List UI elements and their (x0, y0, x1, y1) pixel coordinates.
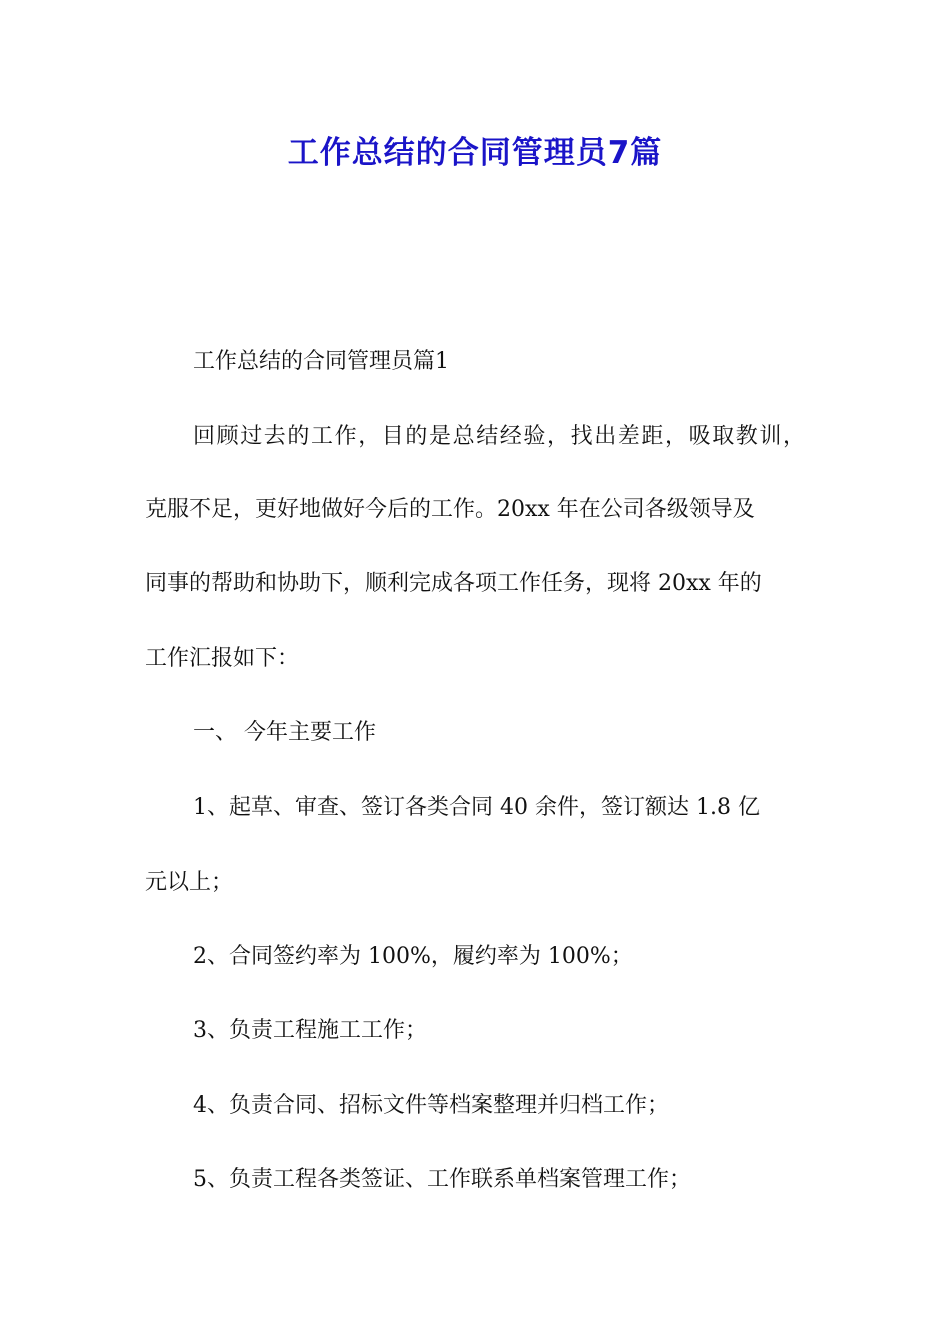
list-item-continuation: 元以上； (145, 870, 234, 895)
list-item: 3、负责工程施工工作； (193, 1018, 427, 1043)
paragraph-line: 回顾过去的工作，目的是总结经验，找出差距，吸取教训， (193, 424, 807, 449)
list-item: 1、起草、审查、签订各类合同 40 余件，签订额达 1.8 亿 (193, 795, 760, 820)
list-item: 4、负责合同、招标文件等档案整理并归档工作； (193, 1093, 669, 1118)
paragraph-line: 克服不足，更好地做好今后的工作。20xx 年在公司各级领导及 (145, 497, 755, 522)
paragraph-line: 同事的帮助和协助下，顺利完成各项工作任务，现将 20xx 年的 (145, 571, 762, 596)
paragraph-line: 工作汇报如下： (145, 646, 300, 671)
section-heading: 工作总结的合同管理员篇1 (193, 349, 449, 374)
list-item: 2、合同签约率为 100%，履约率为 100%； (193, 944, 633, 969)
subheading: 一、 今年主要工作 (193, 720, 376, 745)
document-title: 工作总结的合同管理员7篇 (287, 135, 663, 171)
list-item: 5、负责工程各类签证、工作联系单档案管理工作； (193, 1167, 691, 1192)
